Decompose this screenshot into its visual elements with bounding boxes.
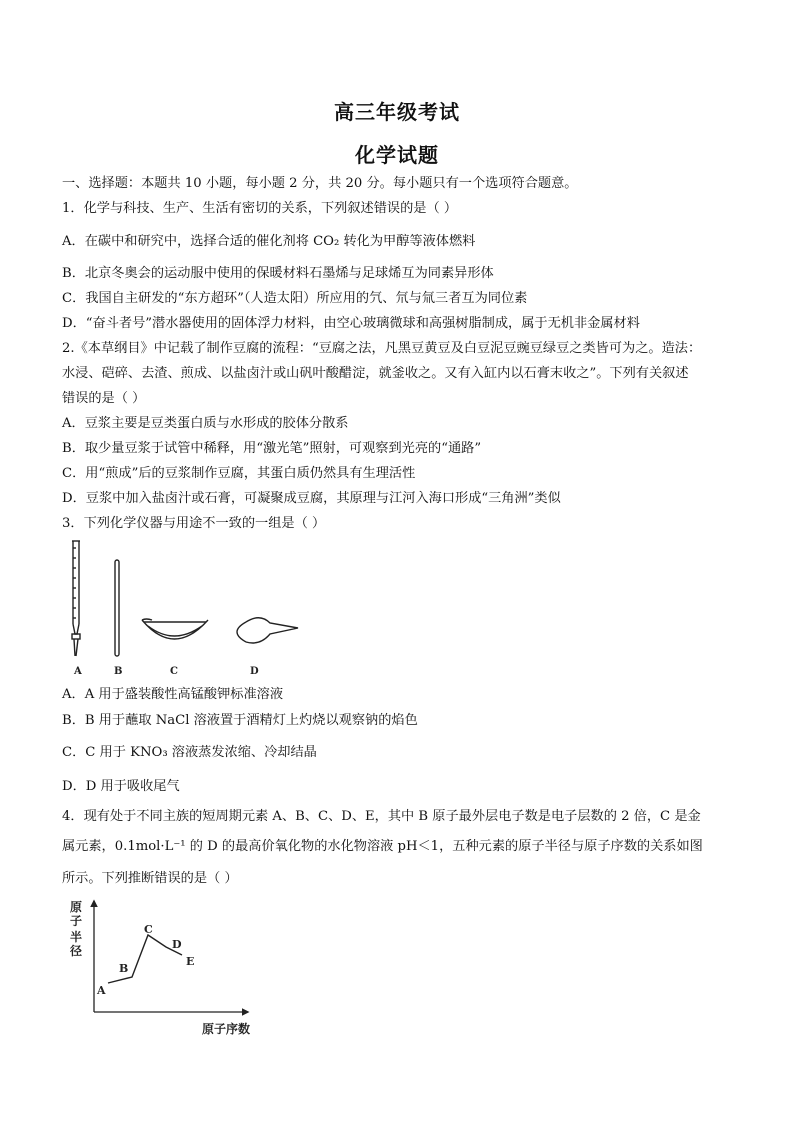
q1-option-b: B．北京冬奥会的运动服中使用的保暖材料石墨烯与足球烯互为同素异形体 (62, 266, 494, 281)
x-axis-label: 原子序数 (202, 1022, 251, 1036)
q2-stem-line3: 错误的是（ ） (62, 391, 146, 406)
y-label-char-4: 径 (70, 944, 83, 958)
apparatus-label-c: C (170, 666, 178, 677)
glass-rod-icon (115, 560, 119, 656)
q3-option-c: C．C 用于 KNO₃ 溶液蒸发浓缩、冷却结晶 (62, 745, 317, 760)
y-label-char-3: 半 (70, 930, 83, 944)
q4-stem-line1: 4．现有处于不同主族的短周期元素 A、B、C、D、E，其中 B 原子最外层电子数是电子层数的 2 倍，C 是金 (62, 809, 701, 824)
q3-option-b: B．B 用于蘸取 NaCl 溶液置于酒精灯上灼烧以观察钠的焰色 (62, 713, 418, 728)
q2-option-c: C．用“煎成”后的豆浆制作豆腐，其蛋白质仍然具有生理活性 (62, 466, 416, 481)
point-label-e: E (186, 955, 195, 968)
q4-stem-line3: 所示。下列推断错误的是（ ） (62, 871, 238, 886)
point-label-d: D (172, 938, 182, 951)
q4-stem-line2: 属元素，0.1mol·L⁻¹ 的 D 的最高价氧化物的水化物溶液 pH＜1，五种元素的原子半径与原子序数的关系如图 (62, 839, 703, 854)
point-label-c: C (144, 923, 153, 936)
q1-option-d: D．“奋斗者号”潜水器使用的固体浮力材料，由空心玻璃微球和高强树脂制成，属于无机非金属材料 (62, 316, 640, 331)
q2-option-a: A．豆浆主要是豆类蛋白质与水形成的胶体分散系 (62, 416, 349, 431)
point-label-b: B (119, 962, 129, 975)
y-label-char-1: 原 (70, 900, 83, 914)
q3-stem: 3．下列化学仪器与用途不一致的一组是（ ） (62, 516, 326, 531)
apparatus-label-b: B (114, 666, 123, 677)
subject-title: 化学试题 (355, 143, 439, 167)
radius-graph (62, 895, 282, 1045)
burette-icon (72, 541, 80, 656)
apparatus-figure (60, 538, 310, 678)
q2-option-b: B．取少量豆浆于试管中稀释，用“激光笔”照射，可观察到光亮的“通路” (62, 441, 482, 456)
apparatus-label-a: A (74, 666, 82, 677)
q2-option-d: D．豆浆中加入盐卤汁或石膏，可凝聚成豆腐，其原理与江河入海口形成“三角洲”类似 (62, 491, 561, 506)
drying-tube-icon (237, 618, 298, 643)
exam-title: 高三年级考试 (334, 100, 460, 124)
y-label-char-2: 子 (70, 914, 83, 928)
q3-option-d: D．D 用于吸收尾气 (62, 779, 180, 794)
q3-option-a: A．A 用于盛装酸性高锰酸钾标准溶液 (62, 687, 284, 702)
q2-stem-line1: 2.《本草纲目》中记载了制作豆腐的流程：“豆腐之法，凡黑豆黄豆及白豆泥豆豌豆绿豆之类皆可为之。造法： (62, 341, 702, 356)
q1-stem: 1．化学与科技、生产、生活有密切的关系，下列叙述错误的是（ ） (62, 201, 458, 216)
apparatus-label-d: D (250, 666, 259, 677)
q1-option-a: A．在碳中和研究中，选择合适的催化剂将 CO₂ 转化为甲醇等液体燃料 (62, 234, 476, 249)
point-label-a: A (97, 984, 106, 997)
section-heading: 一、选择题：本题共 10 小题，每小题 2 分，共 20 分。每小题只有一个选项符合题意。 (62, 176, 578, 191)
q2-stem-line2: 水浸、硙碎、去渣、煎成、以盐卤汁或山矾叶酸醋淀，就釜收之。又有入缸内以石膏末收之”。下列有关叙述 (62, 366, 689, 381)
evaporating-dish-icon (142, 619, 208, 639)
radius-curve (108, 935, 182, 983)
q1-option-c: C．我国自主研发的“东方超环”（人造太阳）所应用的氕、氘与氚三者互为同位素 (62, 291, 528, 306)
